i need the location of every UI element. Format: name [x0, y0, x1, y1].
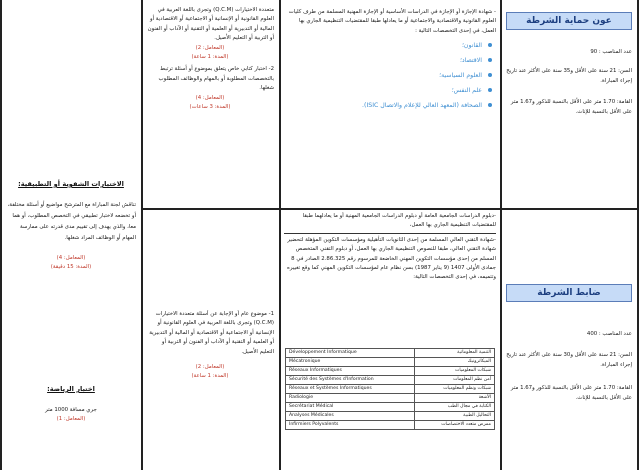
column-divider	[500, 0, 502, 470]
specialty-arabic: أمن نظم المعلومات	[415, 376, 495, 385]
specialty-arabic: التنمية المعلوماتية	[415, 349, 495, 358]
coefficient: (المعامل: 4)	[195, 94, 225, 101]
duration: (المدة: 1 ساعة)	[191, 54, 229, 61]
diploma-intro: - شهادة الإجازة أو الإجازة في الدراسات الأساسية أو الإجازة المهنية المسلمة من طرف كليات العلوم القانونية والاقتصادية والاجتماعية أو ما يعادلها طبقا للمقتضيات التنظيمية الجاري بها العمل، في إحدى التخصصات التالية :	[288, 9, 496, 34]
specialty-french: Développement Informatique	[286, 349, 415, 358]
specialty-arabic: ممرض متعدد الاختصاصات	[415, 421, 495, 430]
specialty-french: Infirmiers Polyvalents	[286, 421, 415, 430]
height-condition: القامة: 1.70 متر على الأقل بالنسبة للذكور و1.67 متر على الأقل بالنسبة للإناث.	[510, 385, 632, 401]
column-divider	[141, 0, 143, 470]
duration: (المدة: 3 ساعات)	[189, 104, 231, 111]
diploma-requirements-bottom	[284, 212, 496, 342]
positions-count: عدد المناصب : 400	[586, 331, 632, 337]
specialty-french: Réseaux Informatiques	[286, 367, 415, 376]
specialty-item: الاقتصاد؛	[284, 53, 482, 68]
duration: (المدة: 1 ساعة)	[191, 373, 229, 380]
specialty-arabic: الكتابة في مجال الطب	[415, 403, 495, 412]
specialty-french: Radiologie	[286, 394, 415, 403]
specialty-row	[286, 421, 495, 430]
column-divider	[279, 0, 281, 470]
rank-header-bottom: ضابط الشرطة	[506, 284, 632, 302]
rank-conditions-bottom	[504, 330, 632, 465]
specialty-item: الصحافة (المعهد العالي للإعلام والاتصال ISIC).	[284, 98, 482, 113]
specialty-table	[285, 348, 495, 430]
oral-exam-description	[6, 200, 136, 310]
sport-exam-description	[6, 406, 136, 456]
coefficient: (المعامل: 4)	[56, 255, 86, 261]
specialty-row	[286, 403, 495, 412]
coefficient: (المعامل: 1)	[56, 416, 86, 423]
age-condition: السن: 21 سنة على الأقل و35 سنة على الأكثر عند تاريخ إجراء المباراة.	[506, 68, 632, 84]
oral-exam-text: تناقش لجنة المباراة مع المترشح مواضيع أو أسئلة مختلفة، أو تخضعه لاختبار تطبيقي في التخصص المطلوب، أو هما معا، والذي يهدف إلى تقييم مدى قدرته على ممارسة المهام أو الوظائف المراد شغلها.	[7, 202, 136, 241]
diploma-intro: -دبلوم الدراسات الجامعية العامة أو دبلوم الدراسات الجامعية المهنية أو ما يعادلهما طبقا للمقتضيات التنظيمية الجاري بها العمل،	[302, 213, 496, 229]
exam-description-top	[146, 6, 274, 206]
row-divider	[141, 208, 639, 210]
sport-exam-text: جري مسافة 1000 متر	[45, 407, 97, 413]
positions-count: عدد المناصب : 90	[590, 49, 632, 55]
specialty-french: Secrétariat Médical	[286, 403, 415, 412]
column-divider	[0, 0, 2, 470]
coefficient: (المعامل: 2)	[195, 364, 225, 371]
specialty-arabic: الميكاترونيك	[415, 358, 495, 367]
specialty-item: علم النفس؛	[284, 83, 482, 98]
specialty-french: Mécatronique	[286, 358, 415, 367]
rank-header-top: عون حماية الشرطة	[506, 12, 632, 30]
specialty-arabic: شبكات المعلوميات	[415, 367, 495, 376]
specialty-row	[286, 367, 495, 376]
specialty-row	[286, 412, 495, 421]
exam-part-2: 2- اختبار كتابي خاص يتعلق بموضوع أو أسئلة ترتبط بالتخصصات المطلوبة أو بالمهام والوظائف المطلوب شغلها.	[158, 66, 274, 92]
exam-text: متعددة الاختيارات (Q.C.M) وتجرى باللغة العربية في العلوم القانونية أو الإنسانية أو الاجتماعية أو الاقتصادية أو المالية أو التدبيرية أو العلمية أو التقنية أو الآداب أو الفنون أو التربية أو التعليم الأصيل.	[147, 7, 274, 42]
specialty-french: Analyses Médicales	[286, 412, 415, 421]
specialty-arabic: شبكات ونظم المعلوميات	[415, 385, 495, 394]
height-condition: القامة: 1.70 متر على الأقل بالنسبة للذكور و1.67 متر على الأقل بالنسبة للإناث.	[510, 99, 632, 115]
specialty-arabic: التحاليل الطبية	[415, 412, 495, 421]
specialty-arabic: الأشعة	[415, 394, 495, 403]
specialty-french: Réseaux et Systèmes Informatiques	[286, 385, 415, 394]
exam-description-bottom	[146, 310, 274, 465]
specialty-row	[286, 349, 495, 358]
age-condition: السن: 21 سنة على الأقل و30 سنة على الأكثر عند تاريخ إجراء المباراة.	[506, 352, 632, 368]
specialty-row	[286, 376, 495, 385]
specialty-row	[286, 385, 495, 394]
specialty-row	[286, 358, 495, 367]
specialty-item: القانون؛	[284, 38, 482, 53]
specialty-item: العلوم السياسية؛	[284, 68, 482, 83]
duration: (المدة: 15 دقيقة)	[50, 264, 92, 271]
diploma-requirements-top	[284, 8, 496, 204]
diploma-body: -شهادة التقني العالي المسلمة من إحدى الثانويات التأهيلية ومؤسسات التكوين المؤهلة لتحضير شهادة التقني العالي، طبقا للنصوص التنظيمية الجاري بها العمل، أو دبلوم التقني المتخصص المسلم من إحدى مؤسسات التكوين المهني الخاضعة للمرسوم رقم 2.86.325 الصادر في 8 جمادى الأولى 1407 (9 يناير 1987) بسن نظام عام لمؤسسات التكوين المهني كما وقع تغييره وتتميمه، في إحدى التخصصات التالية:	[287, 236, 496, 281]
specialty-list	[284, 38, 496, 113]
specialty-french: Sécurité des Systèmes d'Information	[286, 376, 415, 385]
sport-exam-title: اختبار الرياضة:	[47, 385, 95, 393]
coefficient: (المعامل: 2)	[195, 44, 225, 51]
exam-text: 1- موضوع عام أو الإجابة عن أسئلة متعددة الاختيارات (Q.C.M) وتجرى باللغة العربية في العلوم القانونية أو الإنسانية أو الاجتماعية أو الاقتصادية أو المالية أو التدبيرية أو العلمية أو التقنية أو الآداب أو الفنون أو التربية أو التعليم الأصيل.	[149, 311, 274, 355]
oral-exam-title: الاختبارات الشفوية أو التطبيقية:	[18, 180, 124, 188]
specialty-row	[286, 394, 495, 403]
rank-conditions-top	[504, 48, 632, 198]
